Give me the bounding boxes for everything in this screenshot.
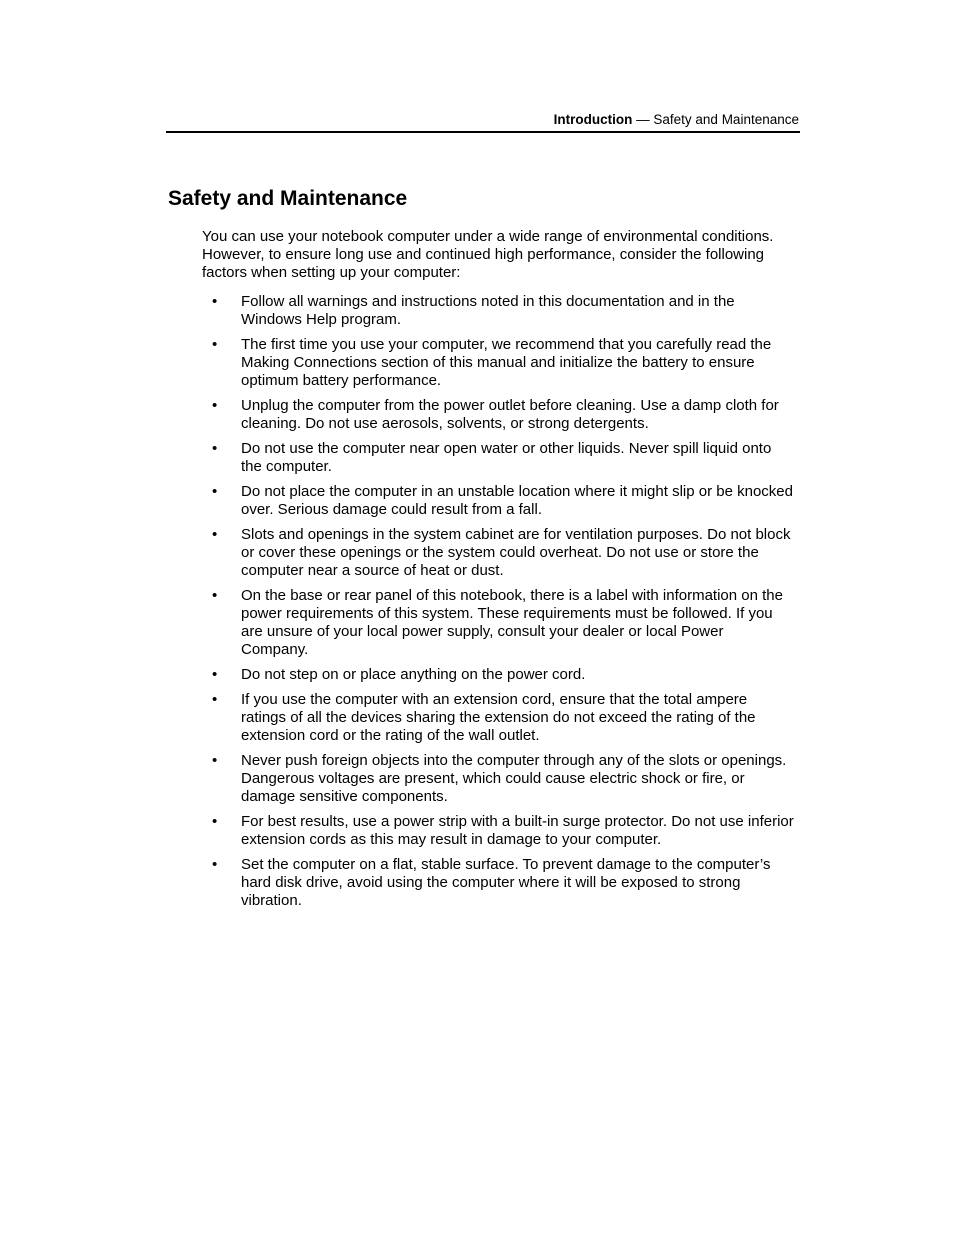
bullet-icon: • [212, 293, 218, 310]
list-item-text: Set the computer on a flat, stable surface. To prevent damage to the computer’s hard disk drive, avoid using the computer where it will be exposed to strong vibration. [241, 856, 771, 909]
running-header-text [554, 112, 799, 128]
list-item-text: On the base or rear panel of this notebook, there is a label with information on the power requirements of this system. These requirements must be followed. If you are unsure of your local power supply, consult your dealer or local Power Company. [241, 587, 783, 658]
list-item-text: For best results, use a power strip with a built-in surge protector. Do not use inferior extension cords as this may result in damage to your computer. [241, 813, 794, 848]
bullet-icon: • [212, 691, 218, 708]
list-item [202, 526, 794, 580]
bullet-icon: • [212, 440, 218, 457]
list-item-text: If you use the computer with an extension cord, ensure that the total ampere ratings of all the devices sharing the extension do not exceed the rating of the extension cord or the rating of the wall outlet. [241, 691, 756, 744]
bullet-icon: • [212, 856, 218, 873]
intro-paragraph: You can use your notebook computer under a wide range of environmental conditions. However, to ensure long use and continued high performance, consider the following factors when setting up your computer: [202, 228, 774, 281]
list-item-text: Follow all warnings and instructions noted in this documentation and in the Windows Help program. [241, 293, 735, 328]
running-header [166, 111, 800, 133]
list-item-text: Never push foreign objects into the computer through any of the slots or openings. Dangerous voltages are present, which could cause electric shock or fire, or damage sensitive components. [241, 752, 787, 805]
bullet-icon: • [212, 587, 218, 604]
list-item [202, 397, 794, 433]
bullet-icon: • [212, 397, 218, 414]
list-item-text: Unplug the computer from the power outlet before cleaning. Use a damp cloth for cleaning. Do not use aerosols, solvents, or strong detergents. [241, 397, 779, 432]
list-item-text: Do not step on or place anything on the power cord. [241, 666, 586, 683]
safety-list [202, 293, 794, 917]
list-item-text: The first time you use your computer, we recommend that you carefully read the Making Connections section of this manual and initialize the battery to ensure optimum battery performance. [241, 336, 772, 389]
bullet-icon: • [212, 813, 218, 830]
list-item [202, 856, 794, 910]
bullet-icon: • [212, 752, 218, 769]
list-item [202, 293, 794, 329]
list-item [202, 440, 794, 476]
list-item [202, 813, 794, 849]
list-item [202, 691, 794, 745]
bullet-icon: • [212, 336, 218, 353]
list-item [202, 336, 794, 390]
list-item [202, 483, 794, 519]
bullet-icon: • [212, 526, 218, 543]
header-section: Introduction [553, 112, 633, 127]
list-item-text: Slots and openings in the system cabinet are for ventilation purposes. Do not block or cover these openings or the system could overheat. Do not use or store the computer near a source of heat or dust. [241, 526, 791, 579]
header-separator: — [632, 112, 654, 127]
list-item-text: Do not use the computer near open water or other liquids. Never spill liquid onto the computer. [241, 440, 772, 475]
list-item [202, 587, 794, 659]
bullet-icon: • [212, 483, 218, 500]
page-title: Safety and Maintenance [168, 187, 408, 210]
list-item-text: Do not place the computer in an unstable location where it might slip or be knocked over. Serious damage could result from a fall. [241, 483, 793, 518]
header-topic: Safety and Maintenance [653, 112, 799, 127]
list-item [202, 666, 794, 684]
bullet-icon: • [212, 666, 218, 683]
list-item [202, 752, 794, 806]
